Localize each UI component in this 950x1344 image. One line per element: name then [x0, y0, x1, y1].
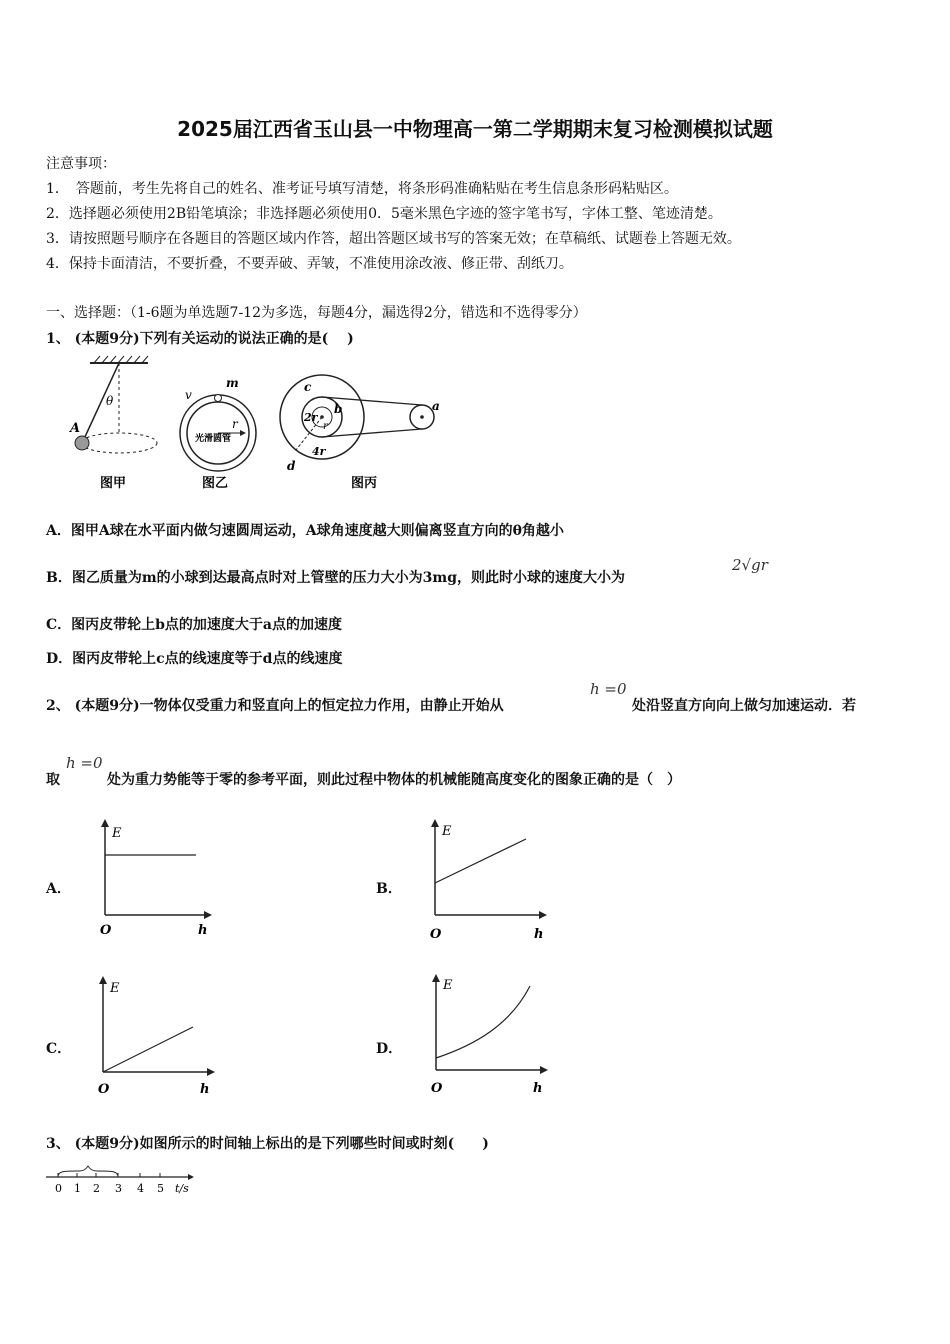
tick-3: 3: [115, 1182, 122, 1195]
label-tube: 光滑圆管: [195, 434, 232, 444]
section-heading: 一、选择题：（1-6题为单选题7-12为多选，每题4分，漏选得2分，错选和不选得零分）: [46, 305, 587, 321]
q1-figure: [60, 355, 460, 495]
q2-formula-h0-2: h =0: [66, 754, 103, 772]
tick-5: 5: [157, 1182, 164, 1195]
label-A: A: [70, 421, 81, 436]
figure-conical-pendulum: [68, 356, 157, 491]
label-a: a: [432, 399, 440, 413]
tick-2: 2: [93, 1182, 100, 1195]
caption-b: 图乙: [202, 476, 229, 491]
q2-stem-part2: 处沿竖直方向向上做匀加速运动．若: [632, 698, 856, 714]
page-title: 2025届江西省玉山县一中物理高一第二学期期末复习检测模拟试题: [177, 117, 773, 141]
q3-stem: 3、 (本题9分)如图所示的时间轴上标出的是下列哪些时间或时刻( ): [46, 1136, 489, 1152]
notice-item: 2．选择题必须使用2B铅笔填涂；非选择题必须使用0．5毫米黑色字迹的签字笔书写，字体工整、笔迹清楚。: [46, 206, 722, 222]
label-r: r: [232, 417, 238, 431]
axis-x-label: h: [534, 927, 544, 942]
label-c: c: [304, 380, 312, 394]
label-2r: 2r: [304, 411, 318, 424]
axis-y-label: E: [442, 824, 452, 839]
axis-y-label: E: [112, 826, 122, 841]
notice-item: 4．保持卡面清洁，不要折叠，不要弄破、弄皱，不准使用涂改液、修正带、刮纸刀。: [46, 256, 573, 272]
q2-graph-c: [90, 972, 230, 1102]
time-unit: t/s: [175, 1182, 189, 1195]
q2-stem-part4: 处为重力势能等于零的参考平面，则此过程中物体的机械能随高度变化的图象正确的是（ ）: [107, 772, 681, 788]
axis-x-label: h: [198, 923, 208, 938]
origin-label: O: [431, 1081, 443, 1096]
axis-x-label: h: [200, 1082, 210, 1097]
q3-timeline: [44, 1164, 204, 1198]
q2-option-a-label: A．: [46, 881, 71, 897]
label-v: v: [185, 388, 192, 402]
label-4r: 4r: [312, 445, 326, 458]
notice-item: 1． 答题前，考生先将自己的姓名、准考证号填写清楚，将条形码准确粘贴在考生信息条形码粘贴区。: [46, 181, 678, 197]
label-r-inner: r: [323, 421, 328, 432]
notice-item: 3．请按照题号顺序在各题目的答题区域内作答，超出答题区域书写的答案无效；在草稿纸、试题卷上答题无效。: [46, 231, 741, 247]
axis-y-label: E: [443, 978, 453, 993]
q1-option-b: B．图乙质量为m的小球到达最高点时对上管壁的压力大小为3mg，则此时小球的速度大小为: [46, 570, 625, 586]
label-d: d: [287, 459, 296, 473]
q1-stem: 1、 (本题9分)下列有关运动的说法正确的是( ): [46, 331, 354, 347]
origin-label: O: [100, 923, 112, 938]
graph-b-line: [435, 839, 526, 883]
label-theta: θ: [106, 394, 114, 408]
caption-a: 图甲: [100, 476, 127, 491]
q2-option-b-label: B．: [376, 881, 402, 897]
label-m: m: [226, 376, 239, 390]
q2-option-d-label: D．: [376, 1041, 403, 1057]
q1-option-b-formula: 2√gr: [732, 556, 768, 574]
q2-graph-b: [420, 815, 560, 945]
q2-graph-a: [90, 815, 230, 945]
q2-stem-part1: 2、 (本题9分)一物体仅受重力和竖直向上的恒定拉力作用，由静止开始从: [46, 698, 504, 714]
q1-option-c: C．图丙皮带轮上b点的加速度大于a点的加速度: [46, 617, 343, 633]
q2-option-c-label: C．: [46, 1041, 72, 1057]
graph-c-line: [103, 1027, 193, 1072]
graph-d-curve: [436, 986, 530, 1058]
caption-c: 图丙: [351, 476, 378, 491]
figure-circular-tube: [180, 376, 256, 491]
origin-label: O: [98, 1082, 110, 1097]
origin-label: O: [430, 927, 442, 942]
q2-graph-d: [420, 970, 560, 1100]
tick-0: 0: [55, 1182, 62, 1195]
figure-belt-pulleys: [280, 375, 440, 491]
axis-x-label: h: [533, 1081, 543, 1096]
q2-stem-part3: 取: [46, 772, 60, 788]
q2-formula-h0: h =0: [590, 680, 627, 698]
tick-4: 4: [137, 1182, 144, 1195]
tick-1: 1: [74, 1182, 81, 1195]
axis-y-label: E: [110, 981, 120, 996]
q1-option-d: D．图丙皮带轮上c点的线速度等于d点的线速度: [46, 651, 343, 667]
notice-heading: 注意事项：: [46, 156, 116, 172]
q1-option-a: A．图甲A球在水平面内做匀速圆周运动，A球角速度越大则偏离竖直方向的θ角越小: [46, 523, 564, 539]
label-b: b: [334, 402, 343, 416]
